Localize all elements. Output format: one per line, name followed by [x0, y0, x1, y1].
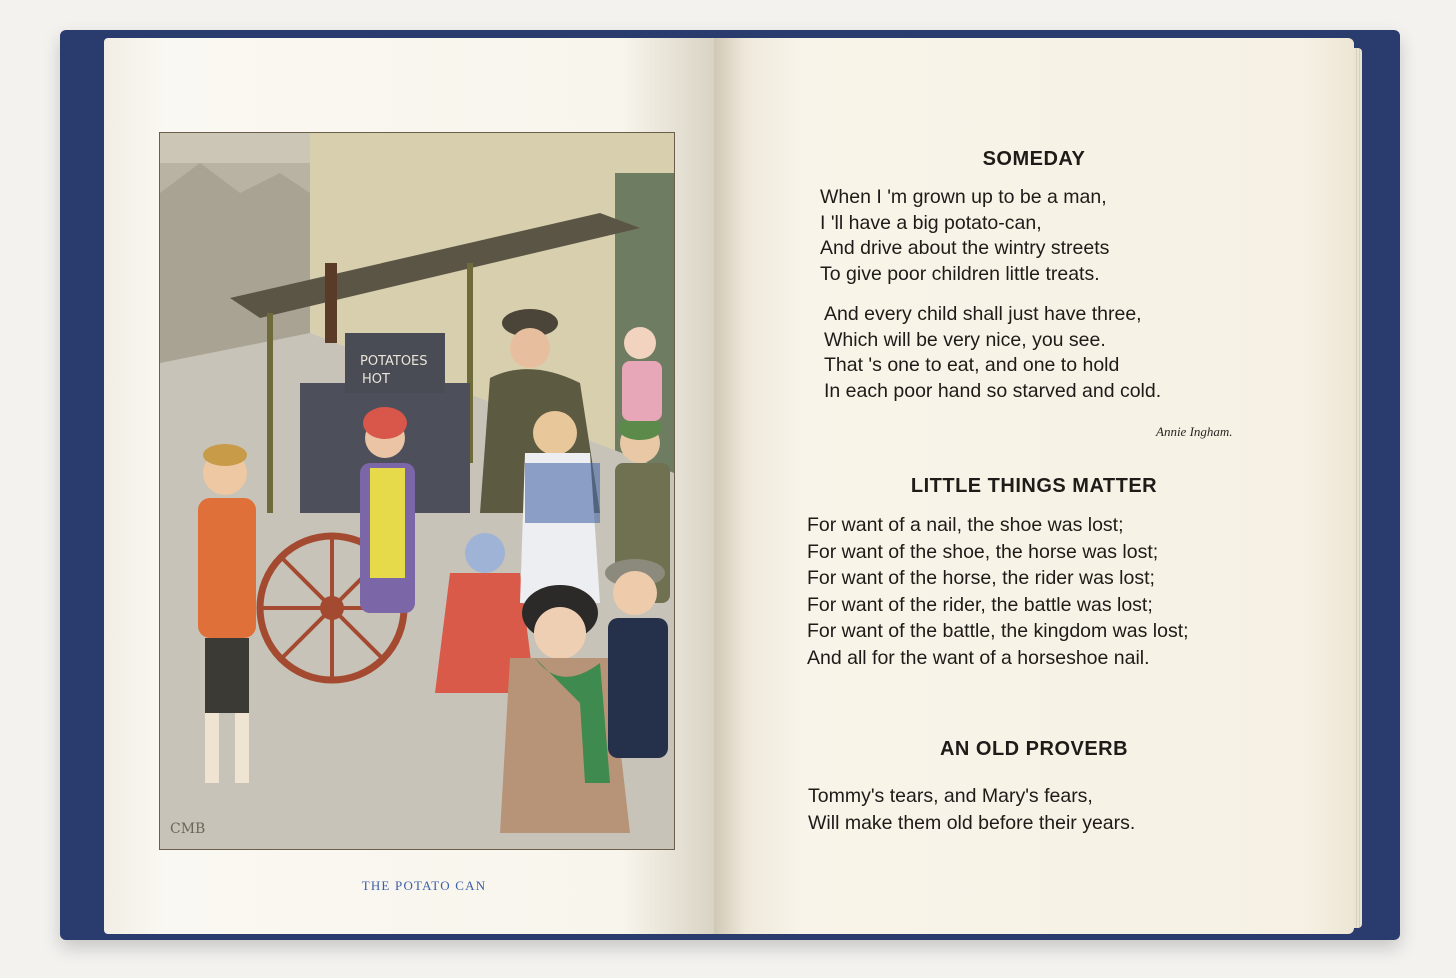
verse-line: That 's one to eat, and one to hold	[824, 354, 1120, 376]
poem-attribution: Annie Ingham.	[1156, 424, 1233, 439]
verse-line: In each poor hand so starved and cold.	[824, 379, 1162, 402]
left-page	[104, 38, 714, 934]
verse-line: For want of the battle, the kingdom was lost;	[807, 620, 1189, 642]
illustration-plate	[159, 132, 675, 850]
poem-stanza	[820, 185, 1109, 287]
cart-sign-line-1: POTATOES	[360, 354, 428, 369]
illustrator-monogram: CMB	[170, 821, 206, 837]
poem-title-an-old-proverb: AN OLD PROVERB	[939, 738, 1129, 760]
poem-title-little-things-matter: LITTLE THINGS MATTER	[910, 475, 1158, 497]
verse-line: Will make them old before their years.	[808, 812, 1136, 834]
verse-line: For want of the horse, the rider was lost;	[807, 567, 1155, 589]
plate-caption: THE POTATO CAN	[361, 878, 487, 893]
verse-line: And every child shall just have three,	[824, 303, 1142, 325]
poem-stanza	[807, 512, 1189, 671]
verse-line: I 'll have a big potato-can,	[820, 211, 1042, 234]
verse-line: Which will be very nice, you see.	[824, 328, 1106, 351]
poem-title-someday: SOMEDAY	[982, 148, 1086, 170]
poem-stanza	[808, 783, 1135, 837]
verse-line: And drive about the wintry streets	[820, 237, 1110, 259]
verse-line: For want of the rider, the battle was lost;	[807, 593, 1153, 616]
verse-line: For want of the shoe, the horse was lost;	[807, 540, 1159, 563]
open-book	[60, 30, 1400, 940]
verse-line: For want of a nail, the shoe was lost;	[807, 514, 1124, 536]
poem-stanza	[824, 302, 1161, 404]
verse-line: And all for the want of a horseshoe nail.	[807, 646, 1150, 669]
verse-line: When I 'm grown up to be a man,	[820, 186, 1107, 208]
right-page	[714, 38, 1354, 934]
verse-line: Tommy's tears, and Mary's fears,	[808, 785, 1093, 807]
verse-line: To give poor children little treats.	[820, 262, 1100, 285]
potato-can-illustration	[160, 133, 674, 849]
cart-sign-line-2: HOT	[362, 372, 390, 387]
